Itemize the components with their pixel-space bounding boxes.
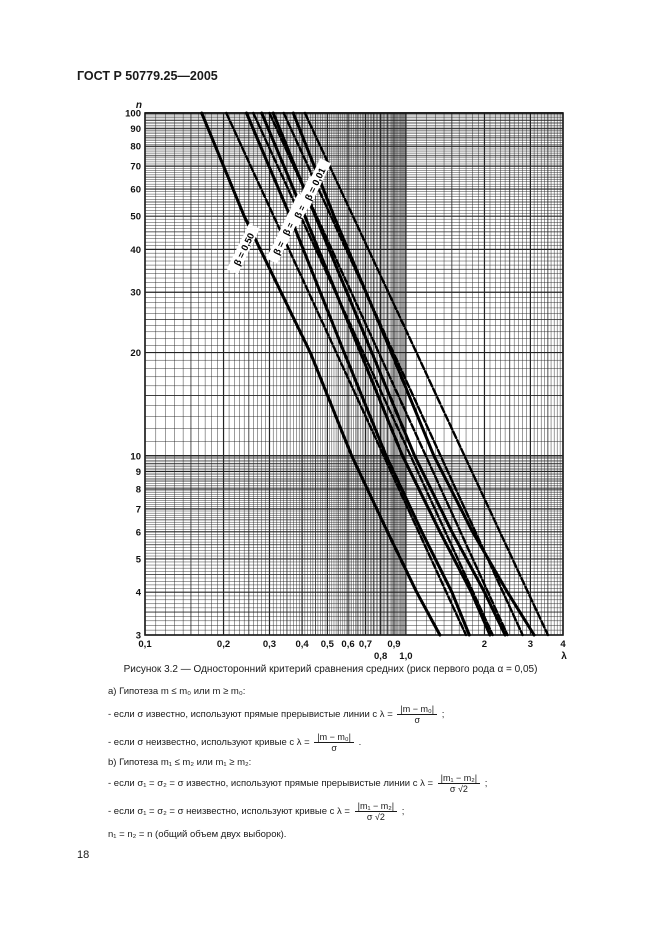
page-number: 18 bbox=[77, 849, 90, 861]
hypothesis-b-line-1 bbox=[108, 773, 487, 794]
formula-end: ; bbox=[401, 806, 405, 818]
formula-fraction bbox=[397, 704, 437, 725]
y-tick-label: 80 bbox=[130, 141, 141, 153]
x-tick-label: 0,9 bbox=[387, 639, 401, 650]
x-tick-label: 0,4 bbox=[295, 639, 309, 650]
y-tick-label: 50 bbox=[130, 211, 141, 223]
hypothesis-a-line-2-text: - если σ неизвестно, используют кривые с λ = bbox=[108, 737, 310, 749]
y-tick-label: 8 bbox=[135, 484, 141, 496]
y-tick-label: 6 bbox=[135, 527, 141, 539]
curve-label: β = 0,01 bbox=[303, 166, 329, 203]
x-tick-label: 0,8 bbox=[374, 651, 388, 662]
formula-denominator: σ bbox=[414, 715, 420, 725]
y-tick-label: 10 bbox=[130, 451, 141, 463]
x-tick-label: 1,0 bbox=[399, 651, 413, 662]
x-axis-label: λ bbox=[561, 651, 567, 662]
curve-label: β = bbox=[292, 203, 309, 221]
formula-numerator: |m₁ − m₂| bbox=[438, 773, 480, 784]
x-tick-label: 0,1 bbox=[138, 639, 152, 650]
formula-fraction bbox=[355, 801, 397, 822]
hypothesis-b-line-1-text: - если σ₁ = σ₂ = σ известно, используют прямые прерывистые линии с λ = bbox=[108, 778, 434, 790]
curve-label: β = 0,50 bbox=[232, 231, 258, 268]
y-tick-label: 3 bbox=[135, 630, 141, 642]
formula-denominator: σ √2 bbox=[366, 812, 385, 822]
x-tick-label: 2 bbox=[481, 639, 488, 650]
x-tick-label: 0,6 bbox=[341, 639, 355, 650]
x-tick-label: 4 bbox=[560, 639, 566, 650]
y-tick-label: 7 bbox=[135, 504, 141, 516]
y-axis-label: n bbox=[135, 100, 142, 111]
formula-numerator: |m − m₀| bbox=[397, 704, 437, 715]
figure-caption: Рисунок 3.2 — Односторонний критерий сравнения средних (риск первого рода α = 0,05) bbox=[123, 664, 538, 675]
hypothesis-b-line-2-text: - если σ₁ = σ₂ = σ неизвестно, используют кривые с λ = bbox=[108, 806, 350, 818]
document-header: ГОСТ Р 50779.25—2005 bbox=[77, 69, 218, 83]
y-tick-label: 30 bbox=[130, 287, 141, 299]
hypothesis-b-line-2 bbox=[108, 801, 404, 822]
y-tick-label: 9 bbox=[135, 466, 141, 478]
y-tick-label: 60 bbox=[130, 184, 141, 196]
hypothesis-a-line-1-text: - если σ известно, используют прямые прерывистые линии с λ = bbox=[108, 709, 393, 721]
hypothesis-b-heading: b) Гипотеза m₁ ≤ m₂ или m₁ ≥ m₂: bbox=[108, 757, 252, 768]
formula-fraction bbox=[438, 773, 480, 794]
sample-size-note: n₁ = n₂ = n (общий объем двух выборок). bbox=[108, 829, 287, 840]
x-tick-label: 0,2 bbox=[216, 639, 231, 650]
formula-denominator: σ √2 bbox=[449, 784, 468, 794]
x-tick-label: 0,5 bbox=[320, 639, 334, 650]
formula-end: . bbox=[358, 737, 362, 749]
x-tick-label: 3 bbox=[527, 639, 534, 650]
y-tick-label: 90 bbox=[130, 124, 141, 136]
y-tick-label: 4 bbox=[135, 587, 141, 599]
formula-fraction bbox=[314, 732, 354, 753]
formula-denominator: σ bbox=[331, 743, 337, 753]
y-tick-label: 5 bbox=[135, 554, 141, 566]
formula-end: ; bbox=[484, 778, 488, 790]
y-tick-label: 20 bbox=[130, 348, 141, 360]
y-tick-label: 70 bbox=[130, 161, 141, 173]
curve-label: β = bbox=[271, 239, 288, 258]
y-tick-label: 40 bbox=[130, 244, 141, 256]
hypothesis-a-line-1 bbox=[108, 704, 444, 725]
curve-label: β = bbox=[281, 220, 298, 238]
hypothesis-a-heading: а) Гипотеза m ≤ m₀ или m ≥ m₀: bbox=[108, 686, 246, 697]
formula-numerator: |m₁ − m₂| bbox=[355, 801, 397, 812]
y-tick-label: 100 bbox=[125, 108, 141, 120]
formula-end: ; bbox=[441, 709, 445, 721]
hypothesis-a-line-2 bbox=[108, 732, 361, 753]
formula-numerator: |m − m₀| bbox=[314, 732, 354, 743]
x-tick-label: 0,7 bbox=[358, 639, 373, 650]
x-tick-label: 0,3 bbox=[262, 639, 277, 650]
